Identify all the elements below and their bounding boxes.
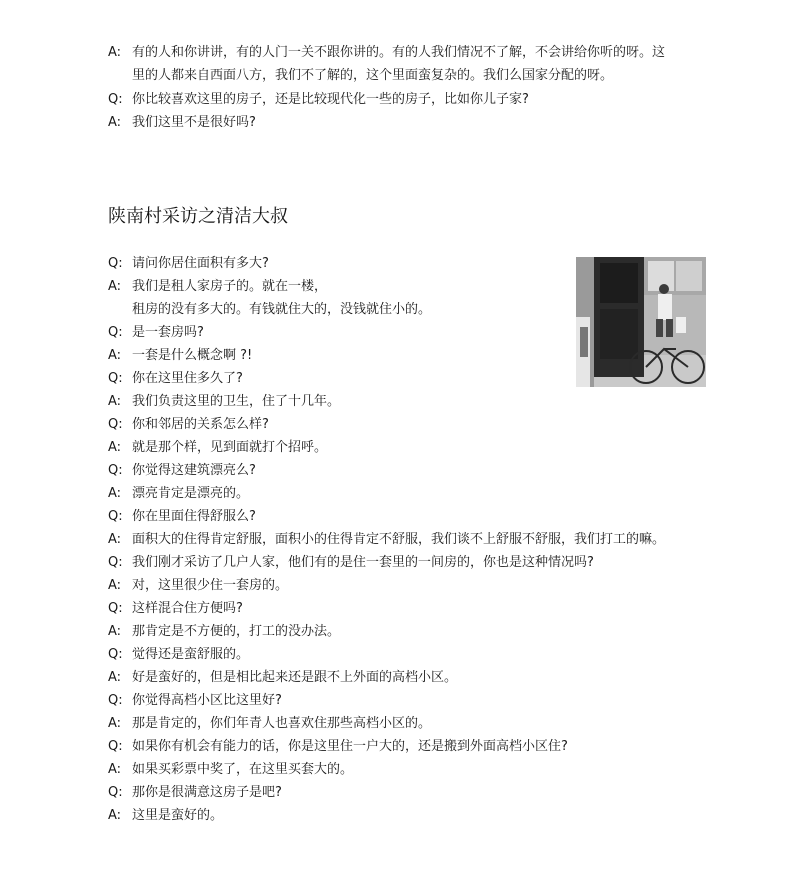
dialogue-line bbox=[108, 114, 256, 132]
dialogue-line bbox=[108, 91, 529, 109]
dialogue-line bbox=[108, 439, 327, 457]
dialogue-line bbox=[108, 715, 431, 733]
dialogue-line bbox=[108, 623, 340, 641]
street-scene-image bbox=[576, 257, 706, 387]
dialogue-text: 那你是很满意这房子是吧? bbox=[132, 785, 282, 800]
dialogue-text: 好是蛮好的，但是相比起来还是跟不上外面的高档小区。 bbox=[132, 670, 458, 685]
dialogue-line bbox=[108, 761, 353, 779]
dialogue-line-continuation bbox=[132, 301, 431, 319]
dialogue-line bbox=[108, 278, 327, 296]
dialogue-line bbox=[108, 255, 269, 273]
speaker-label: Q: bbox=[108, 463, 123, 478]
dialogue-text: 你在里面住得舒服么? bbox=[132, 509, 256, 524]
dialogue-line bbox=[108, 44, 665, 62]
dialogue-line bbox=[108, 324, 204, 342]
dialogue-line bbox=[108, 508, 256, 526]
speaker-label: A: bbox=[108, 578, 122, 593]
dialogue-text: 有的人和你讲讲，有的人门一关不跟你讲的。有的人我们情况不了解，不会讲给你听的呀。这 bbox=[132, 45, 666, 60]
dialogue-text: 租房的没有多大的。有钱就住大的，没钱就住小的。 bbox=[132, 302, 432, 317]
dialogue-line bbox=[108, 646, 249, 664]
speaker-label: A: bbox=[108, 716, 122, 731]
dialogue-line bbox=[108, 669, 457, 687]
dialogue-text: 觉得还是蛮舒服的。 bbox=[132, 647, 250, 662]
dialogue-line bbox=[108, 600, 243, 618]
dialogue-text: 如果买彩票中奖了，在这里买套大的。 bbox=[132, 762, 354, 777]
dialogue-text: 这里是蛮好的。 bbox=[132, 808, 224, 823]
dialogue-line bbox=[108, 692, 282, 710]
speaker-label: Q: bbox=[108, 509, 123, 524]
dialogue-text: 你和邻居的关系怎么样? bbox=[132, 417, 269, 432]
dialogue-text: 那肯定是不方便的，打工的没办法。 bbox=[132, 624, 341, 639]
dialogue-line bbox=[108, 554, 594, 572]
dialogue-line bbox=[108, 577, 288, 595]
dialogue-line bbox=[108, 784, 282, 802]
dialogue-text: 如果你有机会有能力的话，你是这里住一户大的，还是搬到外面高档小区住? bbox=[132, 739, 568, 754]
dialogue-text: 我们是租人家房子的。就在一楼， bbox=[132, 279, 328, 294]
dialogue-text: 里的人都来自西面八方，我们不了解的，这个里面蛮复杂的。我们么国家分配的呀。 bbox=[132, 68, 614, 83]
speaker-label: Q: bbox=[108, 92, 123, 107]
interview-photo bbox=[576, 257, 706, 387]
speaker-label: A: bbox=[108, 45, 122, 60]
speaker-label: Q: bbox=[108, 371, 123, 386]
speaker-label: A: bbox=[108, 762, 122, 777]
dialogue-text: 我们刚才采访了几户人家，他们有的是住一套里的一间房的，你也是这种情况吗? bbox=[132, 555, 594, 570]
speaker-label: Q: bbox=[108, 555, 123, 570]
dialogue-text: 面积大的住得肯定舒服，面积小的住得肯定不舒服，我们谈不上舒服不舒服，我们打工的嘛。 bbox=[132, 532, 666, 547]
section-title: 陕南村采访之清洁大叔 bbox=[108, 206, 288, 227]
speaker-label: A: bbox=[108, 348, 122, 363]
dialogue-line bbox=[108, 347, 252, 365]
dialogue-line bbox=[108, 462, 256, 480]
speaker-label: A: bbox=[108, 486, 122, 501]
dialogue-line bbox=[108, 393, 340, 411]
speaker-label: Q: bbox=[108, 325, 123, 340]
dialogue-text: 你觉得高档小区比这里好? bbox=[132, 693, 282, 708]
dialogue-text: 一套是什么概念啊 ?! bbox=[132, 348, 253, 363]
dialogue-text: 就是那个样，见到面就打个招呼。 bbox=[132, 440, 328, 455]
dialogue-line bbox=[108, 738, 568, 756]
speaker-label: A: bbox=[108, 115, 122, 130]
speaker-label: Q: bbox=[108, 785, 123, 800]
dialogue-line bbox=[108, 531, 665, 549]
dialogue-text: 我们这里不是很好吗? bbox=[132, 115, 256, 130]
dialogue-text: 漂亮肯定是漂亮的。 bbox=[132, 486, 250, 501]
speaker-label: A: bbox=[108, 670, 122, 685]
dialogue-text: 你比较喜欢这里的房子，还是比较现代化一些的房子，比如你儿子家? bbox=[132, 92, 529, 107]
speaker-label: A: bbox=[108, 532, 122, 547]
dialogue-line bbox=[108, 416, 269, 434]
speaker-label: A: bbox=[108, 624, 122, 639]
speaker-label: A: bbox=[108, 394, 122, 409]
dialogue-text: 这样混合住方便吗? bbox=[132, 601, 243, 616]
dialogue-text: 你觉得这建筑漂亮么? bbox=[132, 463, 256, 478]
dialogue-line bbox=[108, 370, 243, 388]
speaker-label: Q: bbox=[108, 739, 123, 754]
dialogue-text: 是一套房吗? bbox=[132, 325, 204, 340]
dialogue-text: 对，这里很少住一套房的。 bbox=[132, 578, 289, 593]
dialogue-text: 那是肯定的，你们年青人也喜欢住那些高档小区的。 bbox=[132, 716, 432, 731]
speaker-label: A: bbox=[108, 440, 122, 455]
speaker-label: Q: bbox=[108, 693, 123, 708]
dialogue-text: 请问你居住面积有多大? bbox=[132, 256, 269, 271]
speaker-label: A: bbox=[108, 279, 122, 294]
speaker-label: Q: bbox=[108, 601, 123, 616]
speaker-label: Q: bbox=[108, 417, 123, 432]
dialogue-line bbox=[108, 807, 223, 825]
speaker-label: Q: bbox=[108, 256, 123, 271]
dialogue-text: 你在这里住多久了? bbox=[132, 371, 243, 386]
speaker-label: Q: bbox=[108, 647, 123, 662]
dialogue-text: 我们负责这里的卫生，住了十几年。 bbox=[132, 394, 341, 409]
dialogue-line bbox=[108, 485, 249, 503]
dialogue-line-continuation bbox=[132, 67, 613, 85]
speaker-label: A: bbox=[108, 808, 122, 823]
